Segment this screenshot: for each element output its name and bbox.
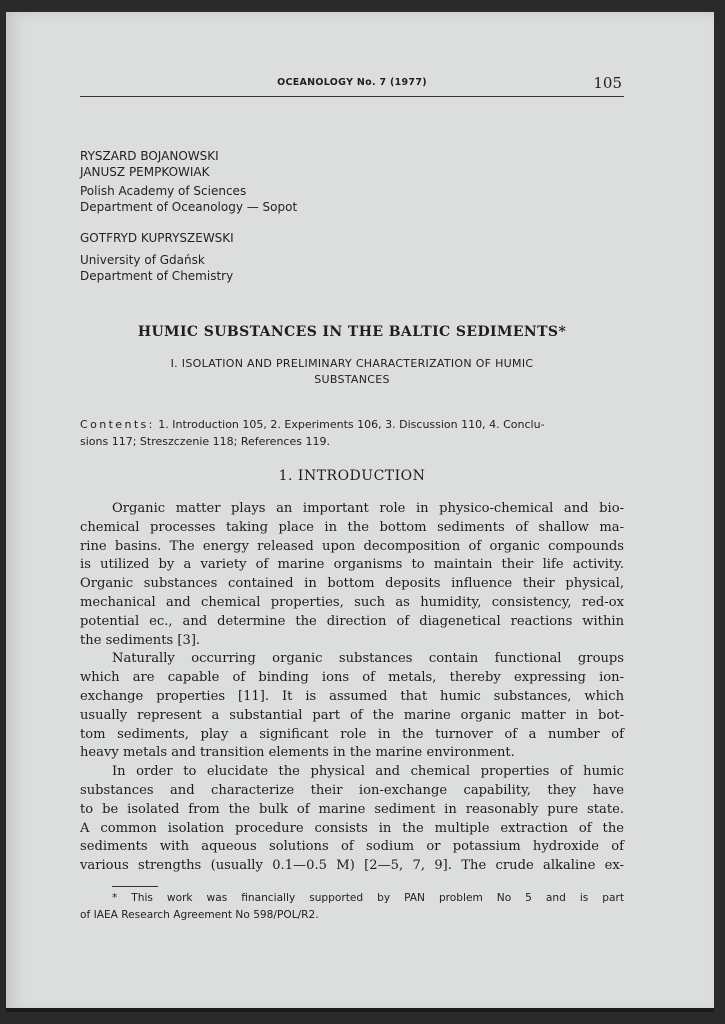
subtitle-line: SUBSTANCES xyxy=(314,373,390,386)
affiliation-line: Polish Academy of Sciences xyxy=(80,184,247,198)
contents-label: Contents: xyxy=(80,418,155,431)
body-line: potential ec., and determine the direction of diagenetical reactions within xyxy=(80,613,624,629)
page-edge-shadow xyxy=(6,1008,714,1012)
body-line: is utilized by a variety of marine organisms to maintain their life activity. xyxy=(80,557,624,573)
affiliation-2 xyxy=(80,252,233,284)
affiliation-1 xyxy=(80,183,297,215)
footnote-line: * This work was financially supported by PAN problem No 5 and is part xyxy=(112,892,624,904)
body-line: tom sediments, play a significant role in the turnover of a number of xyxy=(80,726,624,742)
paper-subtitle xyxy=(96,356,608,388)
body-line: substances and characterize their ion-exchange capability, they have xyxy=(80,782,624,798)
body-line: Organic matter plays an important role in physico-chemical and bio- xyxy=(112,501,624,516)
page-number: 105 xyxy=(593,74,622,92)
body-line: rine basins. The energy released upon decomposition of organic compounds xyxy=(80,538,624,554)
section-heading: 1. INTRODUCTION xyxy=(278,468,426,484)
body-line: the sediments [3]. xyxy=(80,632,201,648)
author-group-1 xyxy=(80,148,219,180)
body-line: chemical processes taking place in the bottom sediments of shallow ma- xyxy=(80,519,624,535)
body-line: usually represent a substantial part of the marine organic matter in bot- xyxy=(80,707,624,723)
body-line: In order to elucidate the physical and chemical properties of humic xyxy=(112,764,624,780)
author-name: GOTFRYD KUPRYSZEWSKI xyxy=(80,231,234,245)
footnote-line: of IAEA Research Agreement No 598/POL/R2. xyxy=(80,909,319,921)
body-line: which are capable of binding ions of metals, thereby expressing ion- xyxy=(80,670,624,686)
author-name: RYSZARD BOJANOWSKI xyxy=(80,149,219,163)
body-line: exchange properties [11]. It is assumed that humic substances, which xyxy=(80,688,624,704)
affiliation-line: Department of Oceanology — Sopot xyxy=(80,200,298,214)
contents-line: sions 117; Streszczenie 118; References 119. xyxy=(80,435,330,448)
affiliation-line: Department of Chemistry xyxy=(80,269,234,283)
body-line: A common isolation procedure consists in the multiple extraction of the xyxy=(80,820,624,836)
body-line: Organic substances contained in bottom deposits influence their physical, xyxy=(80,576,624,592)
body-text xyxy=(80,500,624,876)
footnote xyxy=(80,890,624,924)
footnote-divider xyxy=(112,886,158,887)
author-name: JANUSZ PEMPKOWIAK xyxy=(80,165,210,179)
affiliation-line: University of Gdańsk xyxy=(80,253,205,267)
running-header xyxy=(80,74,624,97)
journal-page xyxy=(6,12,714,1012)
body-line: heavy metals and transition elements in the marine environment. xyxy=(80,745,515,761)
author-group-2 xyxy=(80,230,234,246)
body-line: Naturally occurring organic substances contain functional groups xyxy=(112,651,624,667)
table-of-contents xyxy=(80,416,624,450)
body-line: mechanical and chemical properties, such as humidity, consistency, red-ox xyxy=(80,594,624,610)
contents-line: 1. Introduction 105, 2. Experiments 106, 3. Discussion 110, 4. Conclu- xyxy=(154,418,545,431)
body-line: to be isolated from the bulk of marine sediment in reasonably pure state. xyxy=(80,801,624,817)
paper-title: HUMIC SUBSTANCES IN THE BALTIC SEDIMENTS* xyxy=(137,324,567,340)
subtitle-line: I. ISOLATION AND PRELIMINARY CHARACTERIZATION OF HUMIC xyxy=(170,357,534,370)
body-line: sediments with aqueous solutions of sodium or potassium hydroxide of xyxy=(80,839,624,855)
running-title: OCEANOLOGY No. 7 (1977) xyxy=(277,77,427,88)
body-line: various strengths (usually 0.1—0.5 M) [2—5, 7, 9]. The crude alkaline ex- xyxy=(80,858,624,874)
